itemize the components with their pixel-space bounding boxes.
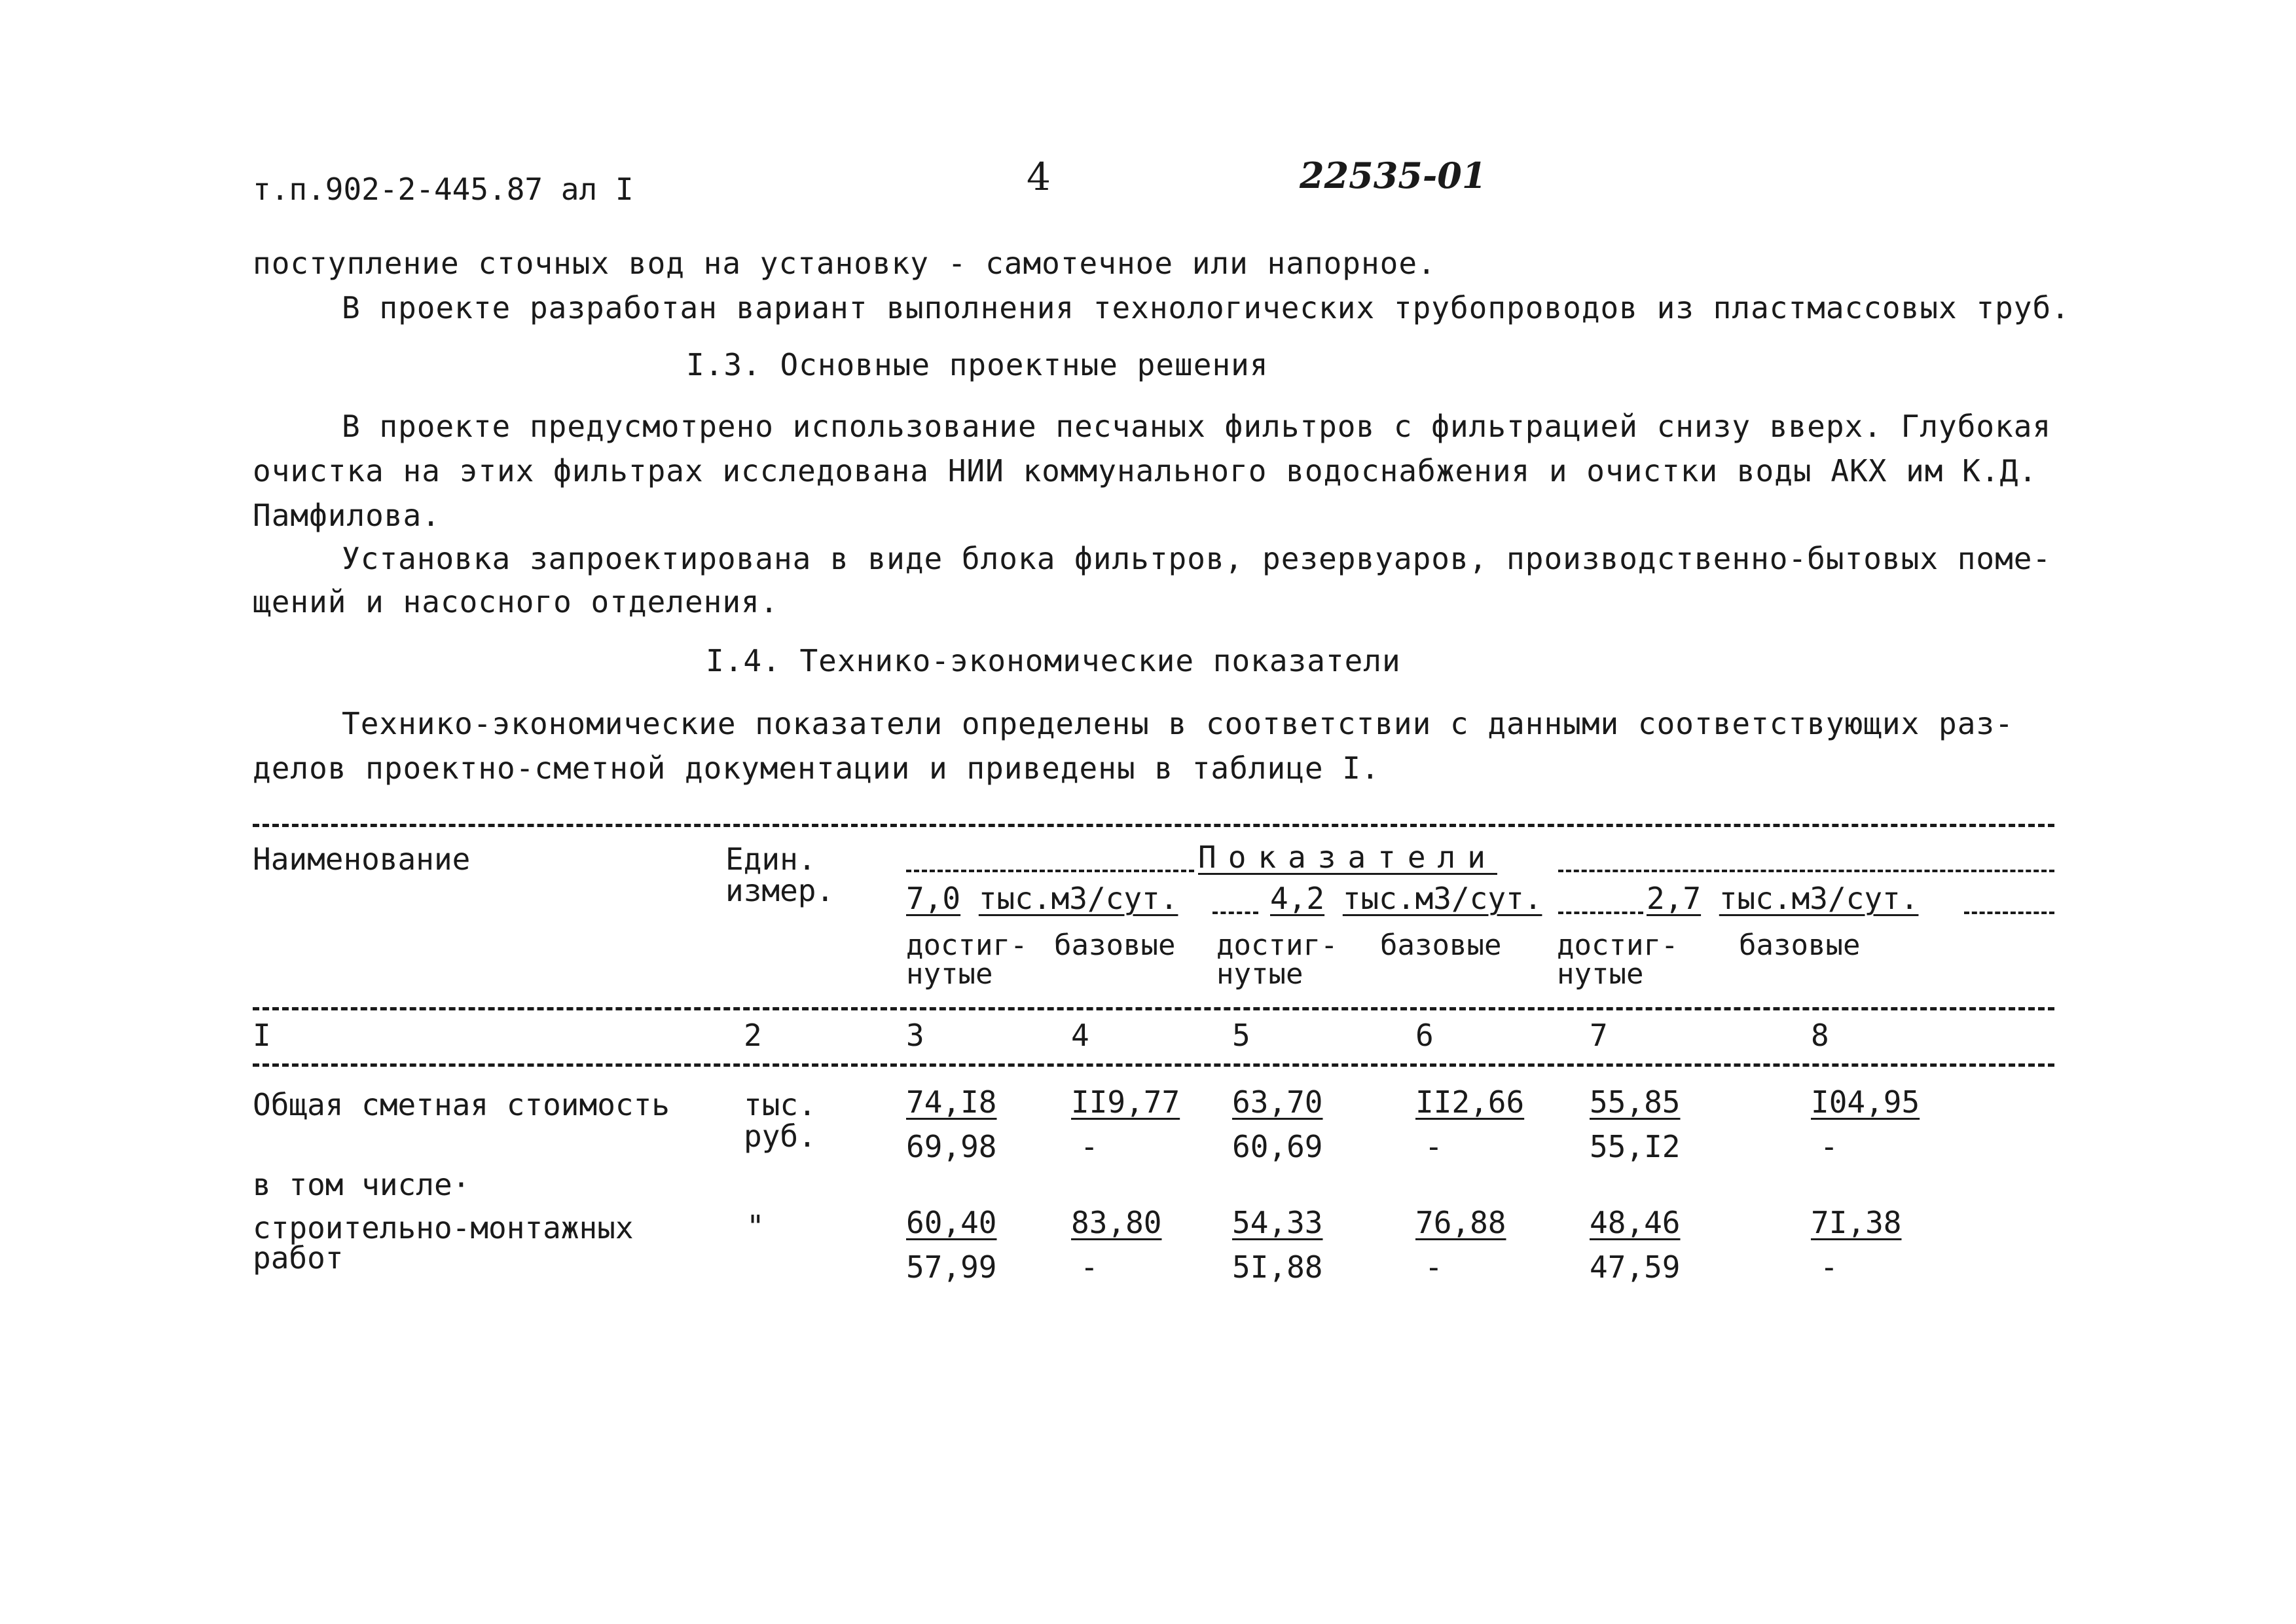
col-header-name: Наименование: [253, 841, 471, 877]
value-bottom: 69,98: [906, 1129, 997, 1164]
value-top: 7I,38: [1811, 1205, 1902, 1240]
document-code: т.п.902-2-445.87 ал I: [253, 172, 634, 207]
col-header-unit: Един.: [725, 841, 816, 877]
achieved-header: нутые: [906, 957, 993, 991]
col-number: 4: [1071, 1018, 1089, 1053]
paragraph-line: В проекте разработан вариант выполнения технологических трубопроводов из пластмассовых труб.: [342, 290, 2070, 325]
stamp-number: 22535-01: [1300, 155, 1487, 196]
row-name: в том числе·: [253, 1167, 471, 1202]
row-name: строительно-монтажных: [253, 1210, 634, 1246]
paragraph-line: очистка на этих фильтрах исследована НИИ коммунального водоснабжения и очистки воды АКХ им К.Д.: [253, 453, 2037, 489]
row-name: Общая сметная стоимость: [253, 1087, 670, 1122]
achieved-header: достиг-: [1216, 929, 1338, 962]
achieved-header: нутые: [1216, 957, 1303, 991]
value-bottom: -: [1425, 1129, 1443, 1164]
table-rule: [253, 1063, 2054, 1067]
table-rule-top: [253, 824, 2054, 827]
value-top: II2,66: [1415, 1084, 1525, 1120]
section-heading-1-3: I.3. Основные проектные решения: [686, 347, 1269, 382]
value-bottom: -: [1820, 1129, 1838, 1164]
section-heading-1-4: I.4. Технико-экономические показатели: [706, 643, 1401, 678]
value-top: 76,88: [1415, 1205, 1506, 1240]
col-header-indicators: Показатели: [1198, 840, 1497, 875]
achieved-header: нутые: [1557, 957, 1644, 991]
value-top: II9,77: [1071, 1084, 1180, 1120]
col-number: I: [253, 1018, 271, 1053]
col-number: 7: [1590, 1018, 1608, 1053]
base-header: базовые: [1054, 929, 1176, 962]
col-number: 8: [1811, 1018, 1829, 1053]
col-number: 6: [1415, 1018, 1434, 1053]
paragraph-line: Памфилова.: [253, 498, 441, 533]
table-rule: [253, 1007, 2054, 1010]
page-number: 4: [1027, 155, 1051, 199]
capacity-4-2: 4,2 тыс.м3/сут.: [1270, 881, 1542, 916]
value-bottom: 55,I2: [1590, 1129, 1681, 1164]
paragraph-line: Установка запроектирована в виде блока фильтров, резервуаров, производственно-бытовых поме-: [342, 541, 2052, 576]
paragraph-line: поступление сточных вод на установку - самотечное или напорное.: [253, 246, 1436, 281]
paragraph-line: В проекте предусмотрено использование песчаных фильтров с фильтрацией снизу вверх. Глубокая: [342, 409, 2052, 444]
value-top: 55,85: [1590, 1084, 1681, 1120]
value-bottom: -: [1425, 1249, 1443, 1285]
col-header-unit: измер.: [725, 873, 835, 908]
value-bottom: 60,69: [1232, 1129, 1323, 1164]
value-bottom: 47,59: [1590, 1249, 1681, 1285]
value-top: 74,I8: [906, 1084, 997, 1120]
row-name: работ: [253, 1240, 344, 1276]
base-header: базовые: [1739, 929, 1861, 962]
row-unit: ": [746, 1209, 765, 1244]
achieved-header: достиг-: [1557, 929, 1679, 962]
value-top: 83,80: [1071, 1205, 1162, 1240]
paragraph-line: Технико-экономические показатели определены в соответствии с данными соответствующих раз-: [342, 706, 2014, 741]
value-top: 60,40: [906, 1205, 997, 1240]
col-number: 2: [744, 1018, 762, 1053]
value-bottom: 57,99: [906, 1249, 997, 1285]
base-header: базовые: [1380, 929, 1502, 962]
col-number: 3: [906, 1018, 924, 1053]
value-bottom: -: [1820, 1249, 1838, 1285]
capacity-2-7: 2,7 тыс.м3/сут.: [1647, 881, 1919, 916]
value-top: 63,70: [1232, 1084, 1323, 1120]
value-bottom: -: [1080, 1129, 1099, 1164]
value-bottom: -: [1080, 1249, 1099, 1285]
col-number: 5: [1232, 1018, 1250, 1053]
value-top: 54,33: [1232, 1205, 1323, 1240]
paragraph-line: делов проектно-сметной документации и приведены в таблице I.: [253, 750, 1380, 786]
row-unit: руб.: [744, 1118, 816, 1154]
value-top: 48,46: [1590, 1205, 1681, 1240]
capacity-7-0: 7,0 тыс.м3/сут.: [906, 881, 1178, 916]
value-bottom: 5I,88: [1232, 1249, 1323, 1285]
value-top: I04,95: [1811, 1084, 1920, 1120]
paragraph-line: щений и насосного отделения.: [253, 584, 779, 619]
row-unit: тыс.: [744, 1087, 816, 1122]
achieved-header: достиг-: [906, 929, 1028, 962]
